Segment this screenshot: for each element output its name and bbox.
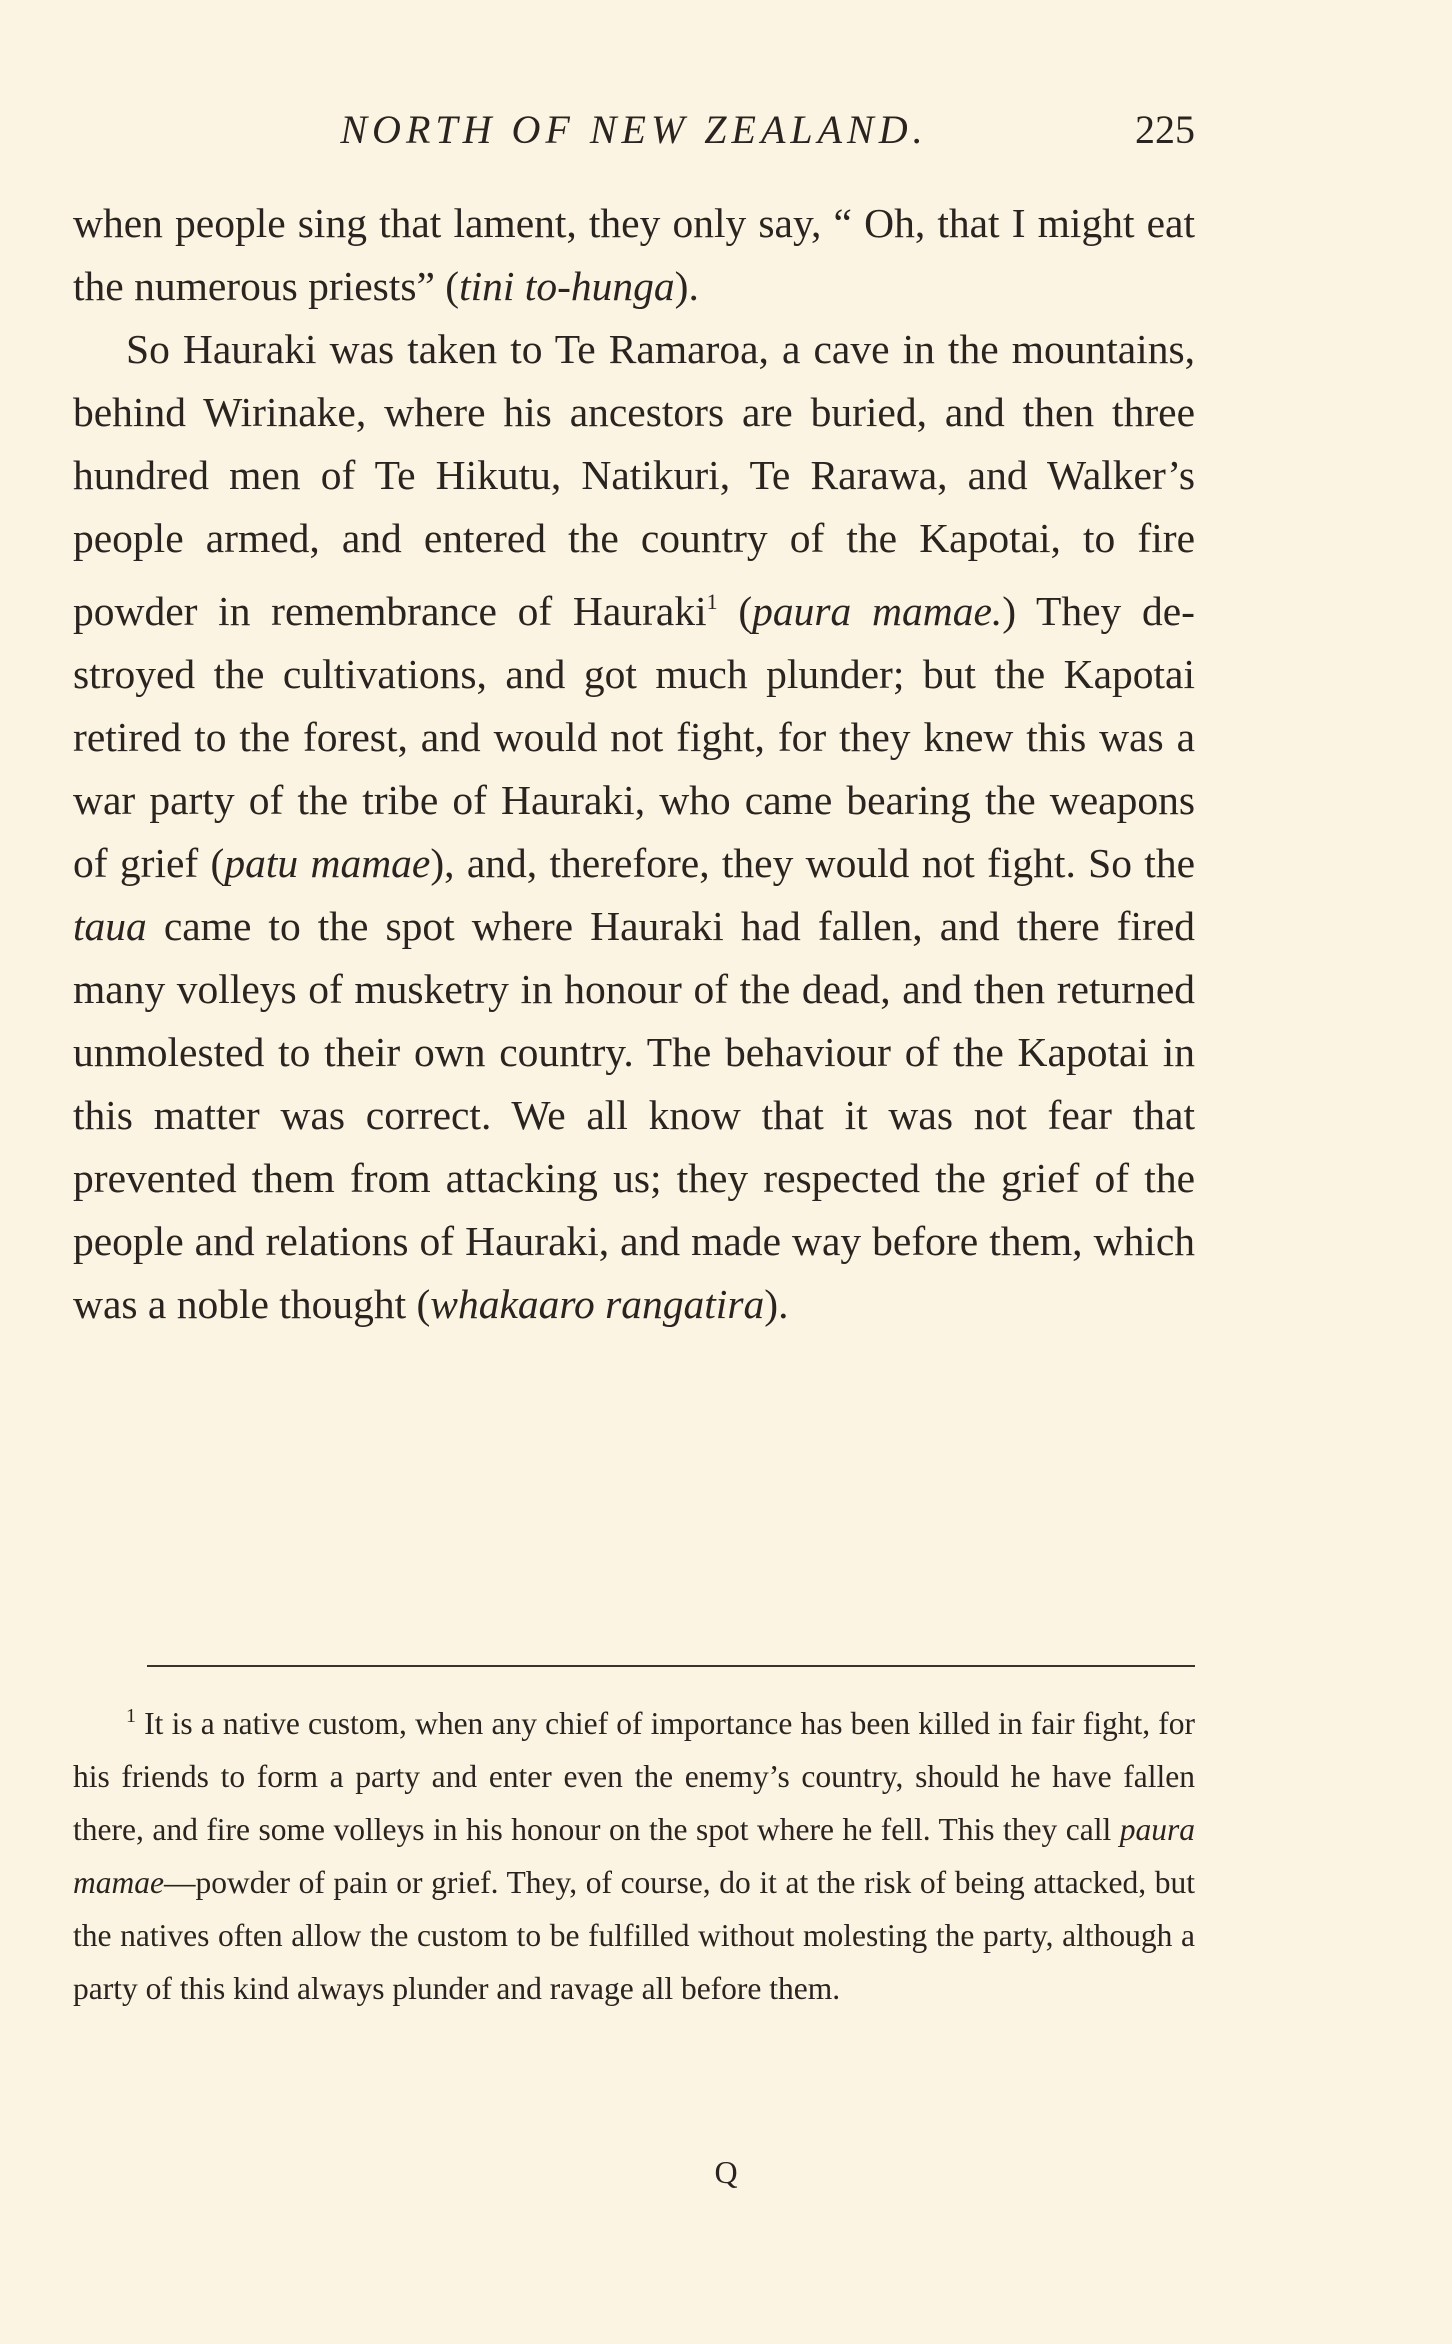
text-run: ( (717, 588, 753, 634)
italic-term: paura mamae (73, 1812, 1195, 1900)
italic-term: whakaaro rangatira (430, 1281, 765, 1327)
italic-term: taua (73, 903, 147, 949)
text-run: It is a native custom, when any chief of importance has been killed in fair fight, for his friends to form a party and enter even the enemy’s country, should he have fallen there, and fire some volleys in his honour on the spot where he fell. This they call (73, 1706, 1195, 1847)
italic-term: tini to-hunga (459, 263, 675, 309)
text-run: ( (445, 263, 460, 309)
text-run: ). (764, 1281, 789, 1327)
text-run: came to the spot where Hauraki had fallen, and there fired many volleys of musketry in honour of the dead, and then returned unmolested to their own country. The behaviour of the Kapotai in this matter was correct. We all know that it was not fear that prevented them from attacking us; they respected the grief of the people and relations of Hauraki, and made way before them, which was a noble thought ( (73, 903, 1195, 1327)
paragraph-2 (73, 318, 1195, 1336)
text-run: —powder of pain or grief. They, of course, do it at the risk of being attacked, but the natives often allow the custom to be fulfilled without molesting the party, although a party of this kind always plunder and ravage all before them. (73, 1865, 1195, 2006)
paragraph-1 (73, 192, 1195, 318)
text-run: ). (674, 263, 699, 309)
signature-mark: Q (714, 2154, 738, 2190)
italic-term: patu mamae (224, 840, 431, 886)
footnote-divider (147, 1665, 1195, 1667)
footnote-reference: 1 (706, 589, 718, 614)
footnote-paragraph (73, 1690, 1195, 2015)
text-run: So Hauraki was taken to Te Ramaroa, a cave in the mountains, behind Wirinake, where his ancestors are buried, and then three hundred men of Te Hikutu, Natikuri, Te Rarawa, and Walker’s people armed, and entered the country of the Kapotai, to fire powder in remembrance of Hauraki (73, 326, 1195, 634)
text-run: ) They de-stroyed the cultivations, and got much plunder; but the Kapotai retired to the forest, and would not fight, for they knew this was a war party of the tribe of Hauraki, who came bearing the weapons of grief ( (73, 588, 1195, 886)
italic-term: paura mamae. (752, 588, 1003, 634)
footnote-marker: 1 (126, 1705, 136, 1727)
footnote (73, 1690, 1195, 2015)
text-run: ), and, therefore, they would not fight. So the (430, 840, 1196, 886)
text-run: when people sing that lament, they only say, “ Oh, that I might eat the numerous priests” (73, 200, 1195, 309)
running-title: NORTH OF NEW ZEALAND. (340, 107, 928, 152)
page-header (73, 106, 1195, 156)
page-number: 225 (1135, 107, 1195, 152)
main-text (73, 192, 1195, 1336)
